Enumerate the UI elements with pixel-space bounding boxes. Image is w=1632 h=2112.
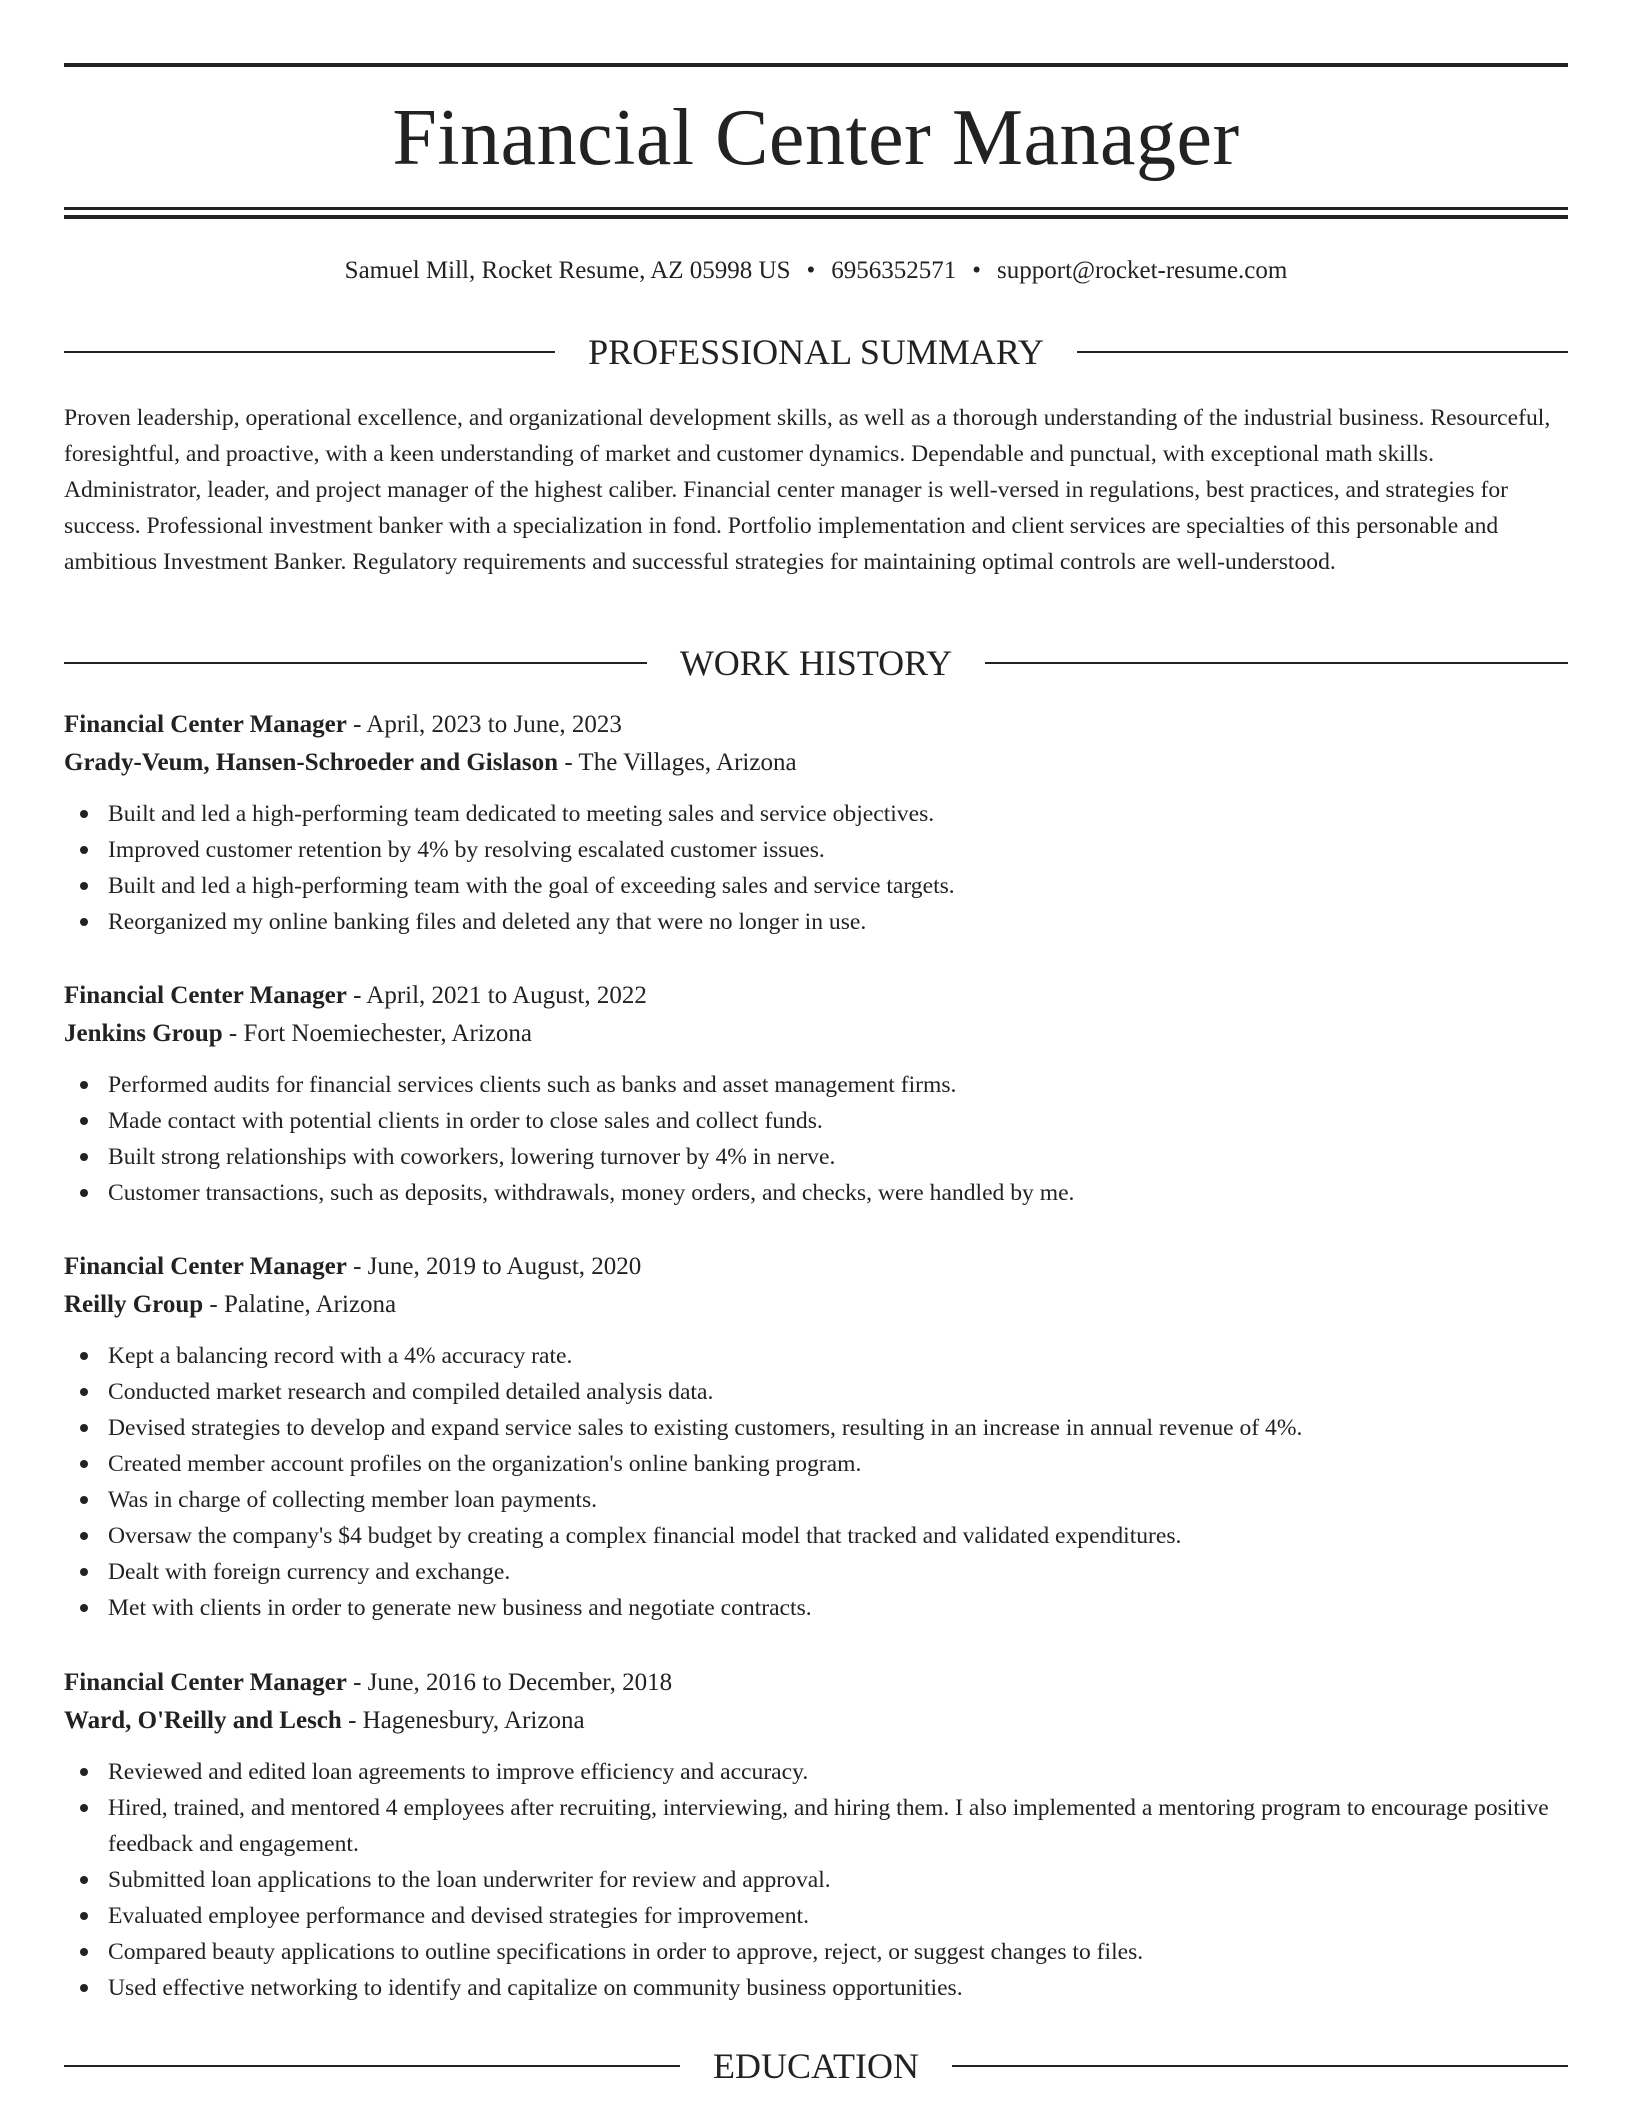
contact-separator: • bbox=[806, 257, 816, 284]
job-bullet-text: Built and led a high-performing team dedicated to meeting sales and service objectives. bbox=[108, 801, 935, 827]
job-role: Financial Center Manager bbox=[64, 982, 347, 1009]
bullet-dot-icon bbox=[80, 1081, 88, 1089]
heading-rule-right bbox=[985, 662, 1568, 664]
bullet-dot-icon bbox=[80, 810, 88, 818]
bullet-dot-icon bbox=[80, 1388, 88, 1396]
job-dates: - June, 2016 to December, 2018 bbox=[346, 1669, 673, 1696]
contact-line bbox=[64, 254, 1568, 288]
job-bullet-text: Made contact with potential clients in order to close sales and collect funds. bbox=[108, 1108, 823, 1134]
job-bullet bbox=[64, 1934, 1568, 1970]
job-bullet bbox=[64, 1338, 1568, 1374]
job-bullet-text: Submitted loan applications to the loan underwriter for review and approval. bbox=[108, 1867, 831, 1893]
section-heading-label: EDUCATION bbox=[713, 2046, 919, 2086]
heading-rule-left bbox=[64, 351, 555, 353]
job-bullet-text: Created member account profiles on the organization's online banking program. bbox=[108, 1451, 862, 1477]
heading-rule-left bbox=[64, 2065, 680, 2067]
bullet-dot-icon bbox=[80, 1768, 88, 1776]
bullet-dot-icon bbox=[80, 846, 88, 854]
contact-separator: • bbox=[972, 257, 982, 284]
job-bullet bbox=[64, 1175, 1568, 1211]
job-bullet-list bbox=[64, 1754, 1568, 2006]
job-company: Grady-Veum, Hansen-Schroeder and Gislason bbox=[64, 749, 559, 776]
job-company: Jenkins Group bbox=[64, 1020, 223, 1047]
job-location: - Fort Noemiechester, Arizona bbox=[222, 1020, 532, 1047]
job-bullet-text: Reorganized my online banking files and deleted any that were no longer in use. bbox=[108, 909, 867, 935]
job-entry bbox=[64, 977, 1568, 1211]
job-bullet-text: Oversaw the company's $4 budget by creating a complex financial model that tracked and validated expenditures. bbox=[108, 1523, 1182, 1549]
job-bullet bbox=[64, 1970, 1568, 2006]
job-bullet bbox=[64, 1754, 1568, 1790]
bullet-dot-icon bbox=[80, 1460, 88, 1468]
job-location: - Palatine, Arizona bbox=[203, 1291, 397, 1318]
contact-email: support@rocket-resume.com bbox=[997, 257, 1288, 284]
bullet-dot-icon bbox=[80, 1117, 88, 1125]
job-bullet-text: Kept a balancing record with a 4% accuracy rate. bbox=[108, 1343, 573, 1369]
job-bullet-text: Built strong relationships with coworkers, lowering turnover by 4% in nerve. bbox=[108, 1144, 836, 1170]
job-bullet bbox=[64, 1790, 1568, 1862]
section-heading-label: WORK HISTORY bbox=[679, 643, 953, 683]
job-company-line bbox=[64, 1702, 1568, 1740]
contact-phone: 6956352571 bbox=[831, 257, 957, 284]
heading-rule-left bbox=[64, 662, 647, 664]
job-bullet bbox=[64, 1139, 1568, 1175]
job-company-line bbox=[64, 744, 1568, 782]
bullet-dot-icon bbox=[80, 1532, 88, 1540]
top-rule bbox=[64, 63, 1568, 67]
job-dates: - April, 2023 to June, 2023 bbox=[346, 711, 622, 738]
job-bullet bbox=[64, 868, 1568, 904]
bullet-dot-icon bbox=[80, 1948, 88, 1956]
heading-rule-right bbox=[952, 2065, 1568, 2067]
job-company: Reilly Group bbox=[64, 1291, 204, 1318]
job-location: - Hagenesbury, Arizona bbox=[341, 1707, 585, 1734]
section-heading-summary bbox=[64, 330, 1568, 374]
job-bullet bbox=[64, 1898, 1568, 1934]
job-bullet bbox=[64, 1103, 1568, 1139]
bullet-dot-icon bbox=[80, 1804, 88, 1812]
job-bullet bbox=[64, 832, 1568, 868]
title-rule-lower bbox=[64, 215, 1568, 219]
job-role-line bbox=[64, 706, 1568, 744]
bullet-dot-icon bbox=[80, 882, 88, 890]
section-heading-work-history bbox=[64, 641, 1568, 685]
job-bullet-text: Was in charge of collecting member loan payments. bbox=[108, 1487, 598, 1513]
job-bullet bbox=[64, 1862, 1568, 1898]
job-role: Financial Center Manager bbox=[64, 1253, 347, 1280]
job-bullet bbox=[64, 1410, 1568, 1446]
job-bullet bbox=[64, 1554, 1568, 1590]
job-role-line bbox=[64, 1248, 1568, 1286]
job-bullet-text: Built and led a high-performing team with the goal of exceeding sales and service targets. bbox=[108, 873, 955, 899]
job-bullet-list bbox=[64, 1338, 1568, 1626]
job-bullet bbox=[64, 1518, 1568, 1554]
heading-rule-right bbox=[1077, 351, 1568, 353]
job-role-line bbox=[64, 1664, 1568, 1702]
job-bullet-text: Used effective networking to identify and capitalize on community business opportunities. bbox=[108, 1975, 963, 2001]
job-bullet-text: Conducted market research and compiled detailed analysis data. bbox=[108, 1379, 714, 1405]
job-company-line bbox=[64, 1015, 1568, 1053]
job-bullet-text: Met with clients in order to generate new business and negotiate contracts. bbox=[108, 1595, 812, 1621]
job-bullet bbox=[64, 1590, 1568, 1626]
job-role-line bbox=[64, 977, 1568, 1015]
title-rule-upper bbox=[64, 207, 1568, 210]
job-bullet bbox=[64, 796, 1568, 832]
bullet-dot-icon bbox=[80, 1496, 88, 1504]
job-entry bbox=[64, 1248, 1568, 1626]
job-role: Financial Center Manager bbox=[64, 711, 347, 738]
bullet-dot-icon bbox=[80, 1568, 88, 1576]
bullet-dot-icon bbox=[80, 1876, 88, 1884]
job-bullet-text: Performed audits for financial services clients such as banks and asset management firms. bbox=[108, 1072, 957, 1098]
bullet-dot-icon bbox=[80, 1153, 88, 1161]
contact-address: Samuel Mill, Rocket Resume, AZ 05998 US bbox=[344, 257, 791, 284]
job-company: Ward, O'Reilly and Lesch bbox=[64, 1707, 342, 1734]
bullet-dot-icon bbox=[80, 1424, 88, 1432]
job-entry bbox=[64, 1664, 1568, 2006]
job-dates: - June, 2019 to August, 2020 bbox=[346, 1253, 642, 1280]
job-bullet-text: Compared beauty applications to outline specifications in order to approve, reject, or suggest changes to files. bbox=[108, 1939, 1144, 1965]
job-dates: - April, 2021 to August, 2022 bbox=[346, 982, 647, 1009]
job-company-line bbox=[64, 1286, 1568, 1324]
job-bullet bbox=[64, 1374, 1568, 1410]
job-bullet bbox=[64, 1482, 1568, 1518]
job-bullet-text: Improved customer retention by 4% by resolving escalated customer issues. bbox=[108, 837, 825, 863]
job-entry bbox=[64, 706, 1568, 940]
professional-summary-text: Proven leadership, operational excellence, and organizational development skills, as well as a thorough understanding of the industrial business. Resourceful, foresightful, and proactive, with a keen understanding of market and customer dynamics. Dependable and punctual, with exceptional math skills. Administrator, leader, and project manager of the highest caliber. Financial center manager is well-versed in regulations, best practices, and strategies for success. Professional investment banker with a specialization in fond. Portfolio implementation and client services are specialties of this personable and ambitious Investment Banker. Regulatory requirements and successful strategies for maintaining optimal controls are well-understood. bbox=[64, 405, 1551, 575]
job-bullet-text: Customer transactions, such as deposits, withdrawals, money orders, and checks, were handled by me. bbox=[108, 1180, 1075, 1206]
job-location: - The Villages, Arizona bbox=[558, 749, 797, 776]
bullet-dot-icon bbox=[80, 918, 88, 926]
job-bullet-text: Dealt with foreign currency and exchange. bbox=[108, 1559, 511, 1585]
section-heading-label: PROFESSIONAL SUMMARY bbox=[588, 332, 1044, 372]
job-role: Financial Center Manager bbox=[64, 1669, 347, 1696]
job-bullet bbox=[64, 1446, 1568, 1482]
section-heading-education bbox=[64, 2044, 1568, 2088]
bullet-dot-icon bbox=[80, 1912, 88, 1920]
job-bullet bbox=[64, 904, 1568, 940]
job-bullet-text: Devised strategies to develop and expand service sales to existing customers, resulting in an increase in annual revenue of 4%. bbox=[108, 1415, 1303, 1441]
job-bullet-text: Hired, trained, and mentored 4 employees after recruiting, interviewing, and hiring them. I also implemented a mentoring program to encourage positive feedback and engagement. bbox=[108, 1795, 1549, 1857]
job-bullet-list bbox=[64, 796, 1568, 940]
job-bullet-text: Reviewed and edited loan agreements to improve efficiency and accuracy. bbox=[108, 1759, 809, 1785]
bullet-dot-icon bbox=[80, 1189, 88, 1197]
job-bullet bbox=[64, 1067, 1568, 1103]
job-bullet-list bbox=[64, 1067, 1568, 1211]
bullet-dot-icon bbox=[80, 1984, 88, 1992]
bullet-dot-icon bbox=[80, 1352, 88, 1360]
bullet-dot-icon bbox=[80, 1604, 88, 1612]
job-bullet-text: Evaluated employee performance and devised strategies for improvement. bbox=[108, 1903, 809, 1929]
resume-title: Financial Center Manager bbox=[392, 94, 1240, 182]
